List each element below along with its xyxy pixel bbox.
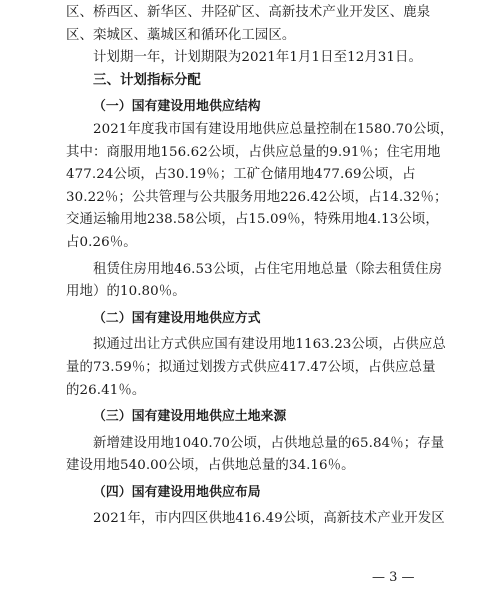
text-line: 租赁住房用地46.53公顷，占住宅用地总量（除去租赁住房 <box>93 261 443 277</box>
text-line: 区、桥西区、新华区、井陉矿区、高新技术产业开发区、鹿泉 <box>66 5 431 20</box>
section-heading: 三、计划指标分配 <box>93 72 201 88</box>
paragraph-land-source <box>66 433 450 478</box>
text-line: 477.24公顷，占30.19％；工矿仓储用地477.69公顷，占 <box>66 167 416 183</box>
text-line: 2021年，市内四区供地416.49公顷，高新技术产业开发区 <box>93 511 445 527</box>
text-line: 30.22％；公共管理与公共服务用地226.42公顷，占14.32％； <box>66 189 448 205</box>
text-line: 区、栾城区、藁城区和循环化工园区。 <box>66 27 296 43</box>
text-line: 计划期一年，计划期限为2021年1月1日至12月31日。 <box>93 50 423 66</box>
paragraph-supply-method <box>66 334 450 402</box>
subsection-heading: （一）国有建设用地供应结构 <box>93 99 261 115</box>
text-line: 的26.41％。 <box>66 382 146 398</box>
document-body <box>66 2 454 531</box>
paragraph-rental-housing <box>66 259 450 304</box>
text-line: 2021年度我市国有建设用地供应总量控制在1580.70公顷， <box>93 121 454 137</box>
text-line: 用地）的10.80％。 <box>66 284 186 300</box>
text-line: 交通运输用地238.58公顷，占15.09％，特殊用地4.13公顷， <box>66 212 439 228</box>
text-line: 其中：商服用地156.62公顷，占供应总量的9.91％；住宅用地 <box>66 144 441 160</box>
paragraph-district-list <box>66 2 450 47</box>
text-line: 建设用地540.00公顷，占供地总量的34.16％。 <box>66 458 355 474</box>
paragraph-supply-structure <box>66 119 454 255</box>
text-line: 量的73.59％；拟通过划拨方式供应417.47公顷，占供应总量 <box>66 359 436 375</box>
subsection-heading: （四）国有建设用地供应布局 <box>93 484 261 500</box>
text-line: 新增建设用地1040.70公顷，占供地总量的65.84％；存量 <box>93 435 445 451</box>
paragraph-supply-layout <box>66 508 450 531</box>
subsection-heading: （三）国有建设用地供应土地来源 <box>93 409 287 425</box>
subsection-heading: （二）国有建设用地供应方式 <box>93 310 261 326</box>
text-line: 占0.26％。 <box>66 234 137 250</box>
text-line: 拟通过出让方式供应国有建设用地1163.23公顷，占供应总 <box>93 337 446 353</box>
page-number: — 3 — <box>372 570 415 585</box>
paragraph-plan-period <box>66 47 450 70</box>
